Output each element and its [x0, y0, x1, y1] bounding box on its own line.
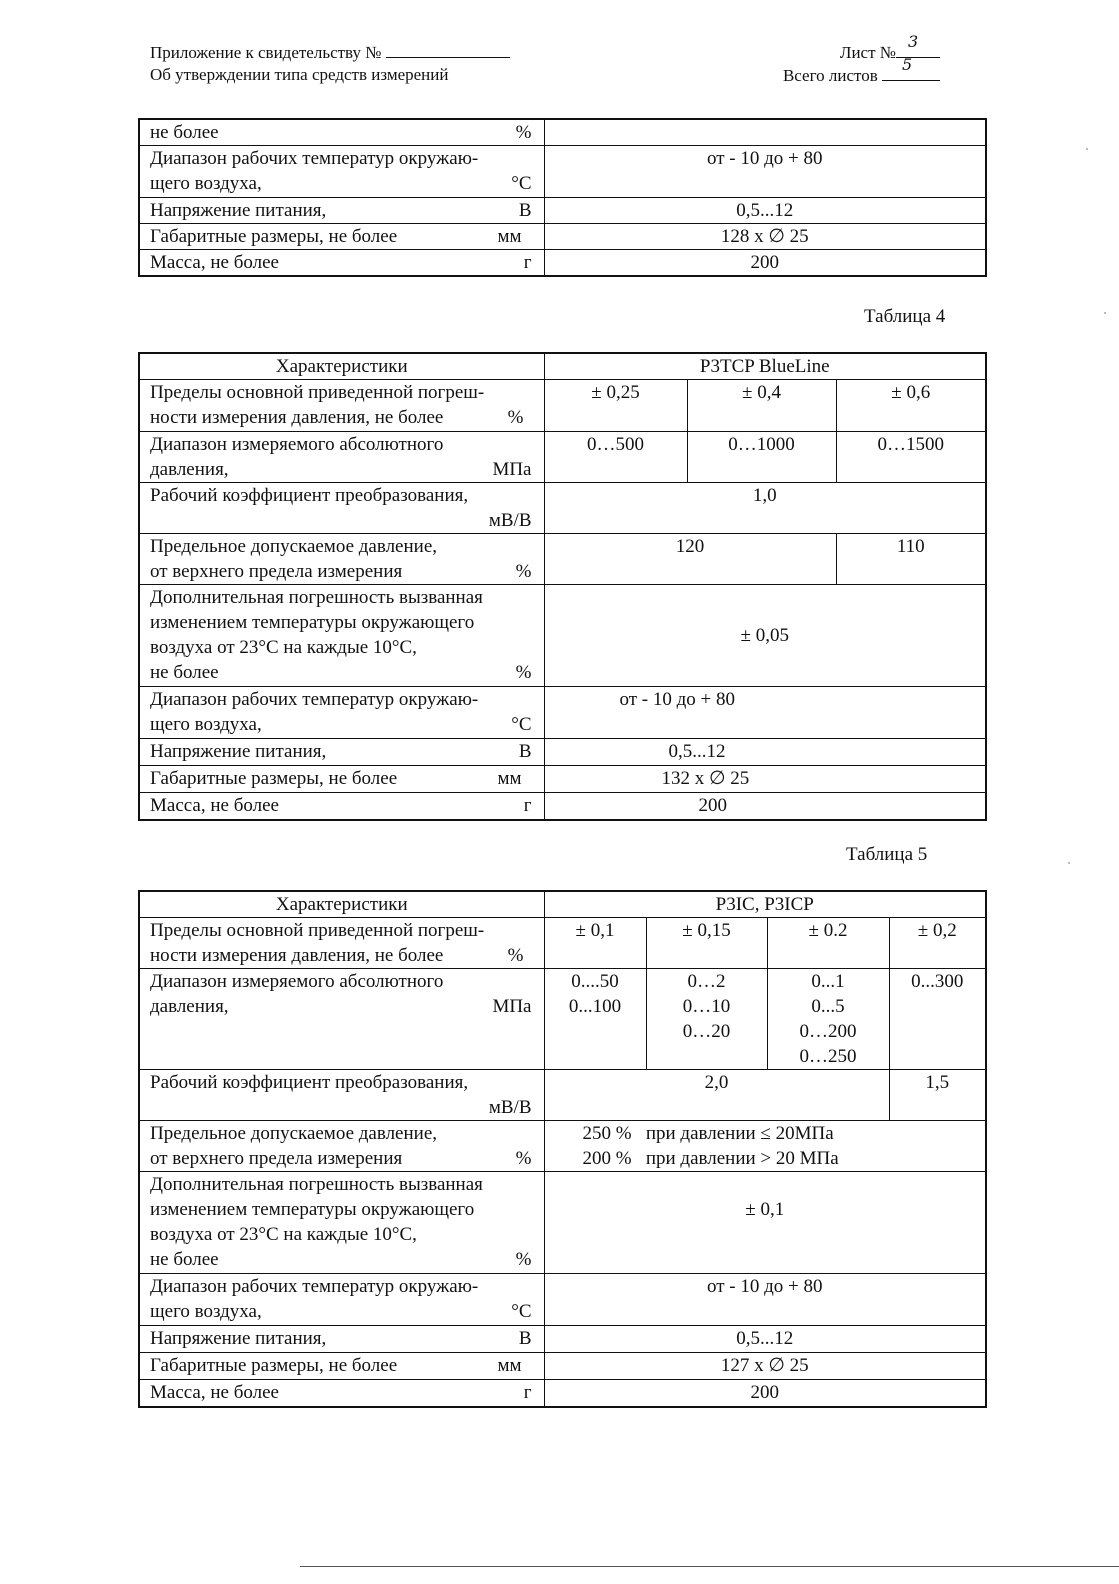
row-unit: °С [511, 714, 532, 735]
row-label: ности измерения давления, не более [150, 945, 444, 966]
row-label: Габаритные размеры, не более [150, 1355, 398, 1376]
table-row [139, 793, 986, 820]
row-unit: мм [497, 1355, 522, 1376]
row-unit: % [507, 945, 524, 966]
row-label: Пределы основной приведенной погреш- [150, 382, 485, 403]
row-label: воздуха от 23°С на каждые 10°С, [150, 637, 417, 658]
scan-speck [1104, 312, 1106, 314]
row-value: от - 10 до + 80 [544, 146, 986, 198]
row-value: ± 0,1 [544, 1172, 986, 1274]
row-value: 1,5 [889, 1070, 986, 1121]
table-row [139, 918, 986, 969]
row-label: Диапазон рабочих температур окружаю- [150, 148, 479, 169]
range-value: 0...5 [811, 996, 845, 1017]
total-sheets-number: 5 [902, 55, 913, 74]
overload-percent: 250 % [582, 1123, 632, 1144]
row-value [544, 119, 986, 146]
row-value: 110 [836, 534, 986, 585]
table-row [139, 119, 986, 146]
row-label: Напряжение питания, [150, 1328, 327, 1349]
approval-title: Об утверждении типа средств измерений [150, 65, 449, 84]
row-label: Напряжение питания, [150, 200, 327, 221]
table-row [139, 146, 986, 198]
row-unit: % [515, 1148, 532, 1169]
row-label: не более [150, 1249, 219, 1270]
row-label: Рабочий коэффициент преобразования, [150, 1072, 469, 1093]
row-label: Масса, не более [150, 252, 279, 273]
row-unit: МПа [492, 996, 532, 1017]
range-value: 0…10 [682, 996, 731, 1017]
sheet-number: 3 [908, 32, 919, 51]
table-row [139, 198, 986, 224]
row-label: Дополнительная погрешность вызванная [150, 1174, 483, 1195]
range-value: 0....50 [571, 971, 619, 992]
certificate-number-blank [386, 41, 510, 58]
row-label: щего воздуха, [150, 173, 262, 194]
row-label: от верхнего предела измерения [150, 561, 403, 582]
column-header: P3IC, P3ICP [544, 891, 986, 918]
table4-caption: Таблица 4 [864, 306, 946, 327]
table-row [139, 687, 986, 739]
row-label: Рабочий коэффициент преобразования, [150, 485, 469, 506]
table-row [139, 534, 986, 585]
row-unit: °С [511, 173, 532, 194]
table4 [138, 352, 987, 821]
row-unit: % [515, 1249, 532, 1270]
row-unit: °С [511, 1301, 532, 1322]
row-label: Диапазон измеряемого абсолютного [150, 971, 444, 992]
column-header: Характеристики [139, 891, 544, 918]
table-row [139, 766, 986, 793]
row-label: Габаритные размеры, не более [150, 768, 398, 789]
table-row [139, 585, 986, 687]
row-value: 0…1500 [836, 432, 986, 483]
row-label: Масса, не более [150, 1382, 279, 1403]
row-unit: мм [497, 226, 522, 247]
row-unit: % [507, 407, 524, 428]
table-row [139, 1353, 986, 1380]
row-value: 2,0 [544, 1070, 889, 1121]
overload-condition: при давлении ≤ 20МПа [645, 1123, 834, 1144]
total-sheets-label: Всего листов [782, 66, 878, 85]
table-row [139, 380, 986, 432]
row-unit: мм [497, 768, 522, 789]
row-value: от - 10 до + 80 [544, 687, 986, 739]
row-unit: мВ/В [488, 1097, 532, 1118]
range-value: 0…2 [687, 971, 726, 992]
row-value: 0,5...12 [544, 198, 986, 224]
row-value: 0,5...12 [544, 739, 986, 766]
row-value: 200 [544, 793, 986, 820]
row-label: изменением температуры окружающего [150, 1199, 475, 1220]
row-value: 132 х ∅ 25 [544, 766, 986, 793]
row-value: ± 0,05 [544, 585, 986, 687]
row-label: щего воздуха, [150, 714, 262, 735]
certificate-annex-label: Приложение к свидетельству № [150, 43, 382, 62]
row-value: от - 10 до + 80 [544, 1274, 986, 1326]
row-value: 127 х ∅ 25 [544, 1353, 986, 1380]
row-value: 120 [544, 534, 836, 585]
row-label: Габаритные размеры, не более [150, 226, 398, 247]
range-value: 0…200 [799, 1021, 857, 1042]
row-value: 0…1000 [687, 432, 836, 483]
row-unit: МПа [492, 459, 532, 480]
row-value: 128 х ∅ 25 [544, 224, 986, 250]
table3-tail [138, 118, 987, 277]
overload-percent: 200 % [582, 1148, 632, 1169]
table-row [139, 739, 986, 766]
row-unit: % [515, 122, 532, 143]
row-value: ± 0,4 [687, 380, 836, 432]
sheet-label: Лист № [839, 43, 896, 62]
table-header-row [139, 891, 986, 918]
row-value: 0,5...12 [544, 1326, 986, 1353]
row-label: Пределы основной приведенной погреш- [150, 920, 485, 941]
table-row [139, 1274, 986, 1326]
range-value: 0…20 [682, 1021, 731, 1042]
row-label: Диапазон рабочих температур окружаю- [150, 689, 479, 710]
row-unit: В [518, 741, 532, 762]
overload-condition: при давлении > 20 МПа [645, 1148, 839, 1169]
row-value: ± 0,2 [889, 918, 986, 969]
column-header: Характеристики [139, 353, 544, 380]
table5-caption: Таблица 5 [846, 844, 928, 865]
column-header: P3TCP BlueLine [544, 353, 986, 380]
row-unit: В [518, 200, 532, 221]
range-value: 0…250 [799, 1046, 857, 1067]
range-value: 0...100 [568, 996, 622, 1017]
scan-speck [1086, 148, 1088, 150]
row-label: Предельное допускаемое давление, [150, 1123, 438, 1144]
row-label: изменением температуры окружающего [150, 612, 475, 633]
row-label: давления, [150, 996, 229, 1017]
table-row [139, 483, 986, 534]
header-right [770, 32, 940, 87]
row-label: не более [150, 662, 219, 683]
row-unit: В [518, 1328, 532, 1349]
table-row [139, 432, 986, 483]
row-label: воздуха от 23°С на каждые 10°С, [150, 1224, 417, 1245]
row-label: давления, [150, 459, 229, 480]
range-value: 0...300 [911, 971, 964, 992]
row-label: Масса, не более [150, 795, 279, 816]
scan-speck [1068, 862, 1070, 864]
row-value: ± 0.2 [767, 918, 889, 969]
row-label: Диапазон измеряемого абсолютного [150, 434, 444, 455]
row-unit: г [523, 1382, 532, 1403]
row-label: Предельное допускаемое давление, [150, 536, 438, 557]
row-unit: % [515, 662, 532, 683]
row-value: 200 [544, 1380, 986, 1407]
row-label: Напряжение питания, [150, 741, 327, 762]
scan-edge-line [300, 1566, 1119, 1567]
row-unit: % [515, 561, 532, 582]
table-row [139, 1326, 986, 1353]
row-value: 200 [544, 250, 986, 277]
table-row [139, 1121, 986, 1172]
range-value: 0...1 [811, 971, 845, 992]
table-header-row [139, 353, 986, 380]
table-row [139, 224, 986, 250]
row-label: Диапазон рабочих температур окружаю- [150, 1276, 479, 1297]
table-row [139, 969, 986, 1070]
row-label: ности измерения давления, не более [150, 407, 444, 428]
row-value: ± 0,6 [836, 380, 986, 432]
table-row [139, 1070, 986, 1121]
row-unit: г [523, 795, 532, 816]
row-unit: г [523, 252, 532, 273]
row-value: ± 0,25 [544, 380, 687, 432]
row-label: щего воздуха, [150, 1301, 262, 1322]
row-label: не более [150, 122, 219, 143]
row-value: ± 0,15 [646, 918, 767, 969]
row-value: ± 0,1 [544, 918, 646, 969]
table-row [139, 1172, 986, 1274]
row-label: от верхнего предела измерения [150, 1148, 403, 1169]
row-unit: мВ/В [488, 510, 532, 531]
row-label: Дополнительная погрешность вызванная [150, 587, 483, 608]
table-row [139, 1380, 986, 1407]
table-row [139, 250, 986, 277]
row-value: 1,0 [544, 483, 986, 534]
header-left [150, 41, 510, 86]
row-value: 0…500 [544, 432, 687, 483]
table5 [138, 890, 987, 1408]
